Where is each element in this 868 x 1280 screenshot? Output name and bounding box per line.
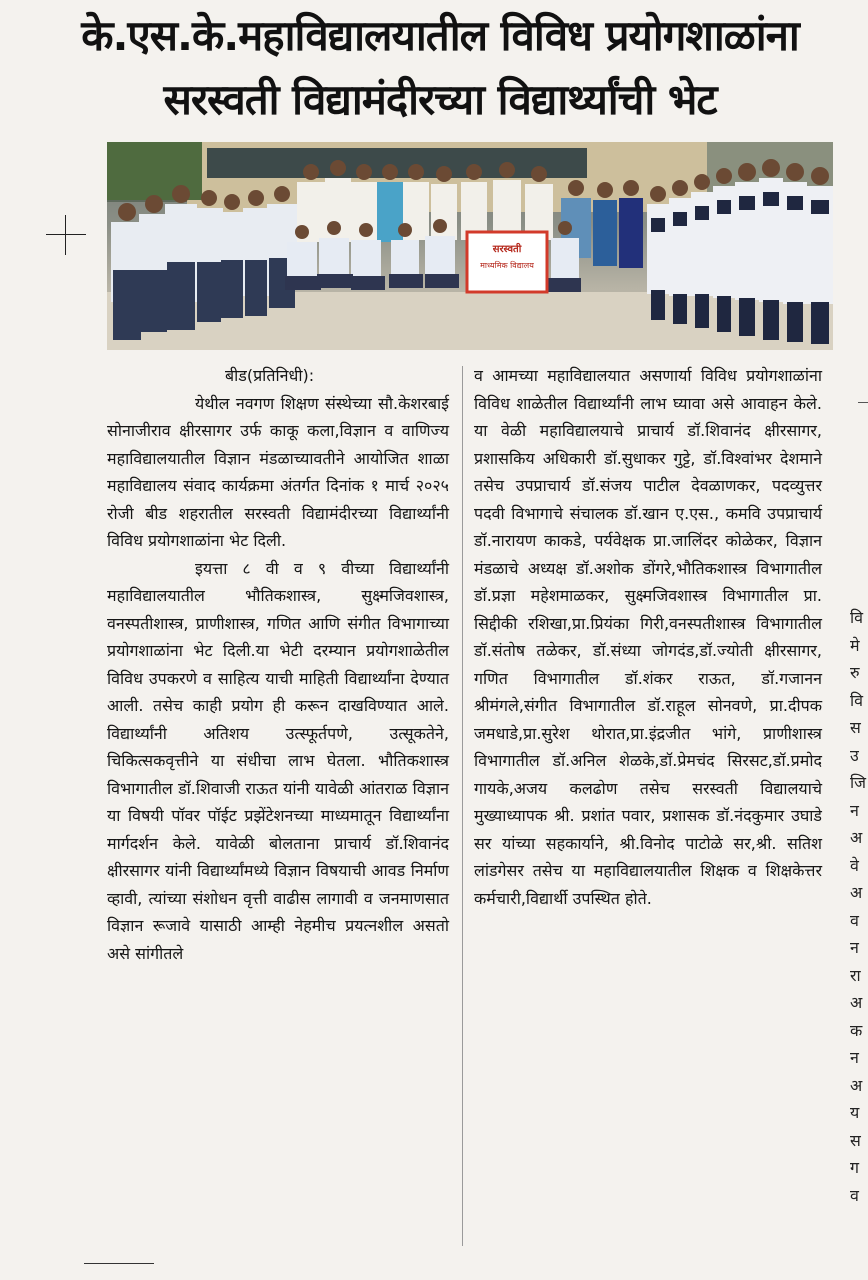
crop-mark-icon — [46, 215, 86, 255]
banner-line-1: सरस्वती — [492, 244, 522, 255]
adjacent-article-fragment: वि मे रु वि स उ जि न अ वे अ व न रा अ क न अ य स ग व — [850, 608, 867, 1205]
edge-dash — [858, 402, 868, 403]
headline-line-2: सरस्वती विद्यामंदीरच्या विद्यार्थ्यांची भेट — [163, 75, 717, 124]
article-paragraph-3: व आमच्या महाविद्यालयात असणार्या विविध प्रयोगशाळांना विविध शाळेतील विद्यार्थ्यांनी लाभ घ्यावा असे आवाहन केले. या वेळी महाविद्यालयाचे प्राचार्य डॉ.शिवानंद क्षीरसागर, प्रशासकिय अधिकारी डॉ.सुधाकर गुट्टे, डॉ.विश्वांभर देशमाने तसेच उपप्राचार्य डॉ.संजय पाटील देवळाणकर, पदव्युत्तर पदवी विभागाचे संचालक डॉ.खान ए.एस., कमवि उपप्राचार्य डॉ.नारायण काकडे, पर्यवेक्षक प्रा.जालिंदर कोळेकर, विज्ञान मंडळाचे अध्यक्ष डॉ.अशोक डोंगरे,भौतिकशास्त्र विभागातील डॉ.प्रज्ञा महेशमाळकर, सुक्ष्मजिवशास्त्र विभागातील प्रा. सिद्दीकी रशिखा,प्रा.प्रियंका गिरी,वनस्पतीशास्त्र विभागातील डॉ.संतोष तळेकर, डॉ.संध्या जोगदंड,डॉ.ज्योती क्षीरसागर, गणित विभागातील डॉ.शंकर राऊत, डॉ.गजानन श्रीमंगले,संगीत विभागातील डॉ.राहूल सोनवणे, प्रा.दीपक जमधाडे,प्रा.सुरेश थोरात,प्रा.इंद्रजीत भांगे, प्राणीशास्त्र विभागातील डॉ.अनिल शेळके,डॉ.प्रेमचंद सिरसट,डॉ.प्रमोद गायके,अजय कलढोण तसेच सरस्वती विद्यालयाचे मुख्याध्यापक श्री. प्रशांत पवार, प्रशासक डॉ.नंदकुमार उघाडे सर यांच्या सहकार्याने, श्री.विनोद पाटोळे सर,श्री. सतिश लांडगेसर तसेच या महाविद्यालयातील शिक्षक व शिक्षकेत्तर कर्मचारी,विद्यार्थी उपस्थित होते. — [474, 366, 822, 908]
group-photo — [107, 142, 833, 350]
column-divider — [462, 366, 463, 1246]
article-paragraph-1: येथील नवगण शिक्षण संस्थेच्या सौ.केशरबाई सोनाजीराव क्षीरसागर उर्फ काकू कला,विज्ञान व वाणिज्य महाविद्यालयातील विज्ञान मंडळाच्यावतीने आयोजित शाळा महाविद्यालय संवाद कार्यक्रमा अंतर्गत दिनांक १ मार्च २०२५ रोजी बीड शहरातील सरस्वती विद्यामंदीरच्या विद्यार्थ्यांनी विविध प्रयोगशाळांना भेट दिली. — [107, 393, 449, 550]
headline — [60, 4, 820, 132]
article-paragraph-2: इयत्ता ८ वी व ९ वीच्या विद्यार्थ्यांनी महाविद्यालयातील भौतिकशास्त्र, सुक्ष्मजिवशास्त्र, वनस्पतीशास्त्र, प्राणीशास्त्र, गणित आणि संगीत विभागाच्या प्रयोगशाळांना भेट दिली.या भेटी दरम्यान प्रयोगशाळेतील विविध उपकरणे व साहित्य याची माहिती विद्यार्थ्यांना देण्यात आली. तसेच काही प्रयोग ही करून दाखविण्यात आले. विद्यार्थ्यांनी अतिशय उत्स्फूर्तपणे, उत्सूकतेने, चिकित्सकवृत्तीने या संधीचा लाभ घेतला. भौतिकशास्त्र विभागातील डॉ.शिवाजी राऊत यांनी यावेळी आंतराळ विज्ञान या विषयी पॉवर पॉईट प्रझेंटेशनच्या माध्यमातून विद्यार्थ्यांना मार्गदर्शन केले. यावेळी बोलताना प्राचार्य डॉ.शिवानंद क्षीरसागर यांनी विद्यार्थ्यांमध्ये विज्ञान विषयाची आवड निर्माण व्हावी, त्यांच्या संशोधन वृत्ती वाढीस लागावी व जनमाणसात विज्ञान रूजावे यासाठी आम्ही नेहमीच प्रयत्नशील असतो असे सांगीतले — [107, 558, 449, 963]
article-column-right — [474, 362, 822, 912]
article-column-left — [107, 362, 449, 967]
headline-line-1: के.एस.के.महाविद्यालयातील विविध प्रयोगशाळांना — [81, 11, 799, 60]
group-photo-illustration — [107, 142, 833, 350]
banner-line-2: माध्यमिक विद्यालय — [480, 261, 534, 270]
article-dateline: बीड(प्रतिनिधी): — [225, 366, 315, 385]
bottom-rule — [84, 1263, 154, 1264]
